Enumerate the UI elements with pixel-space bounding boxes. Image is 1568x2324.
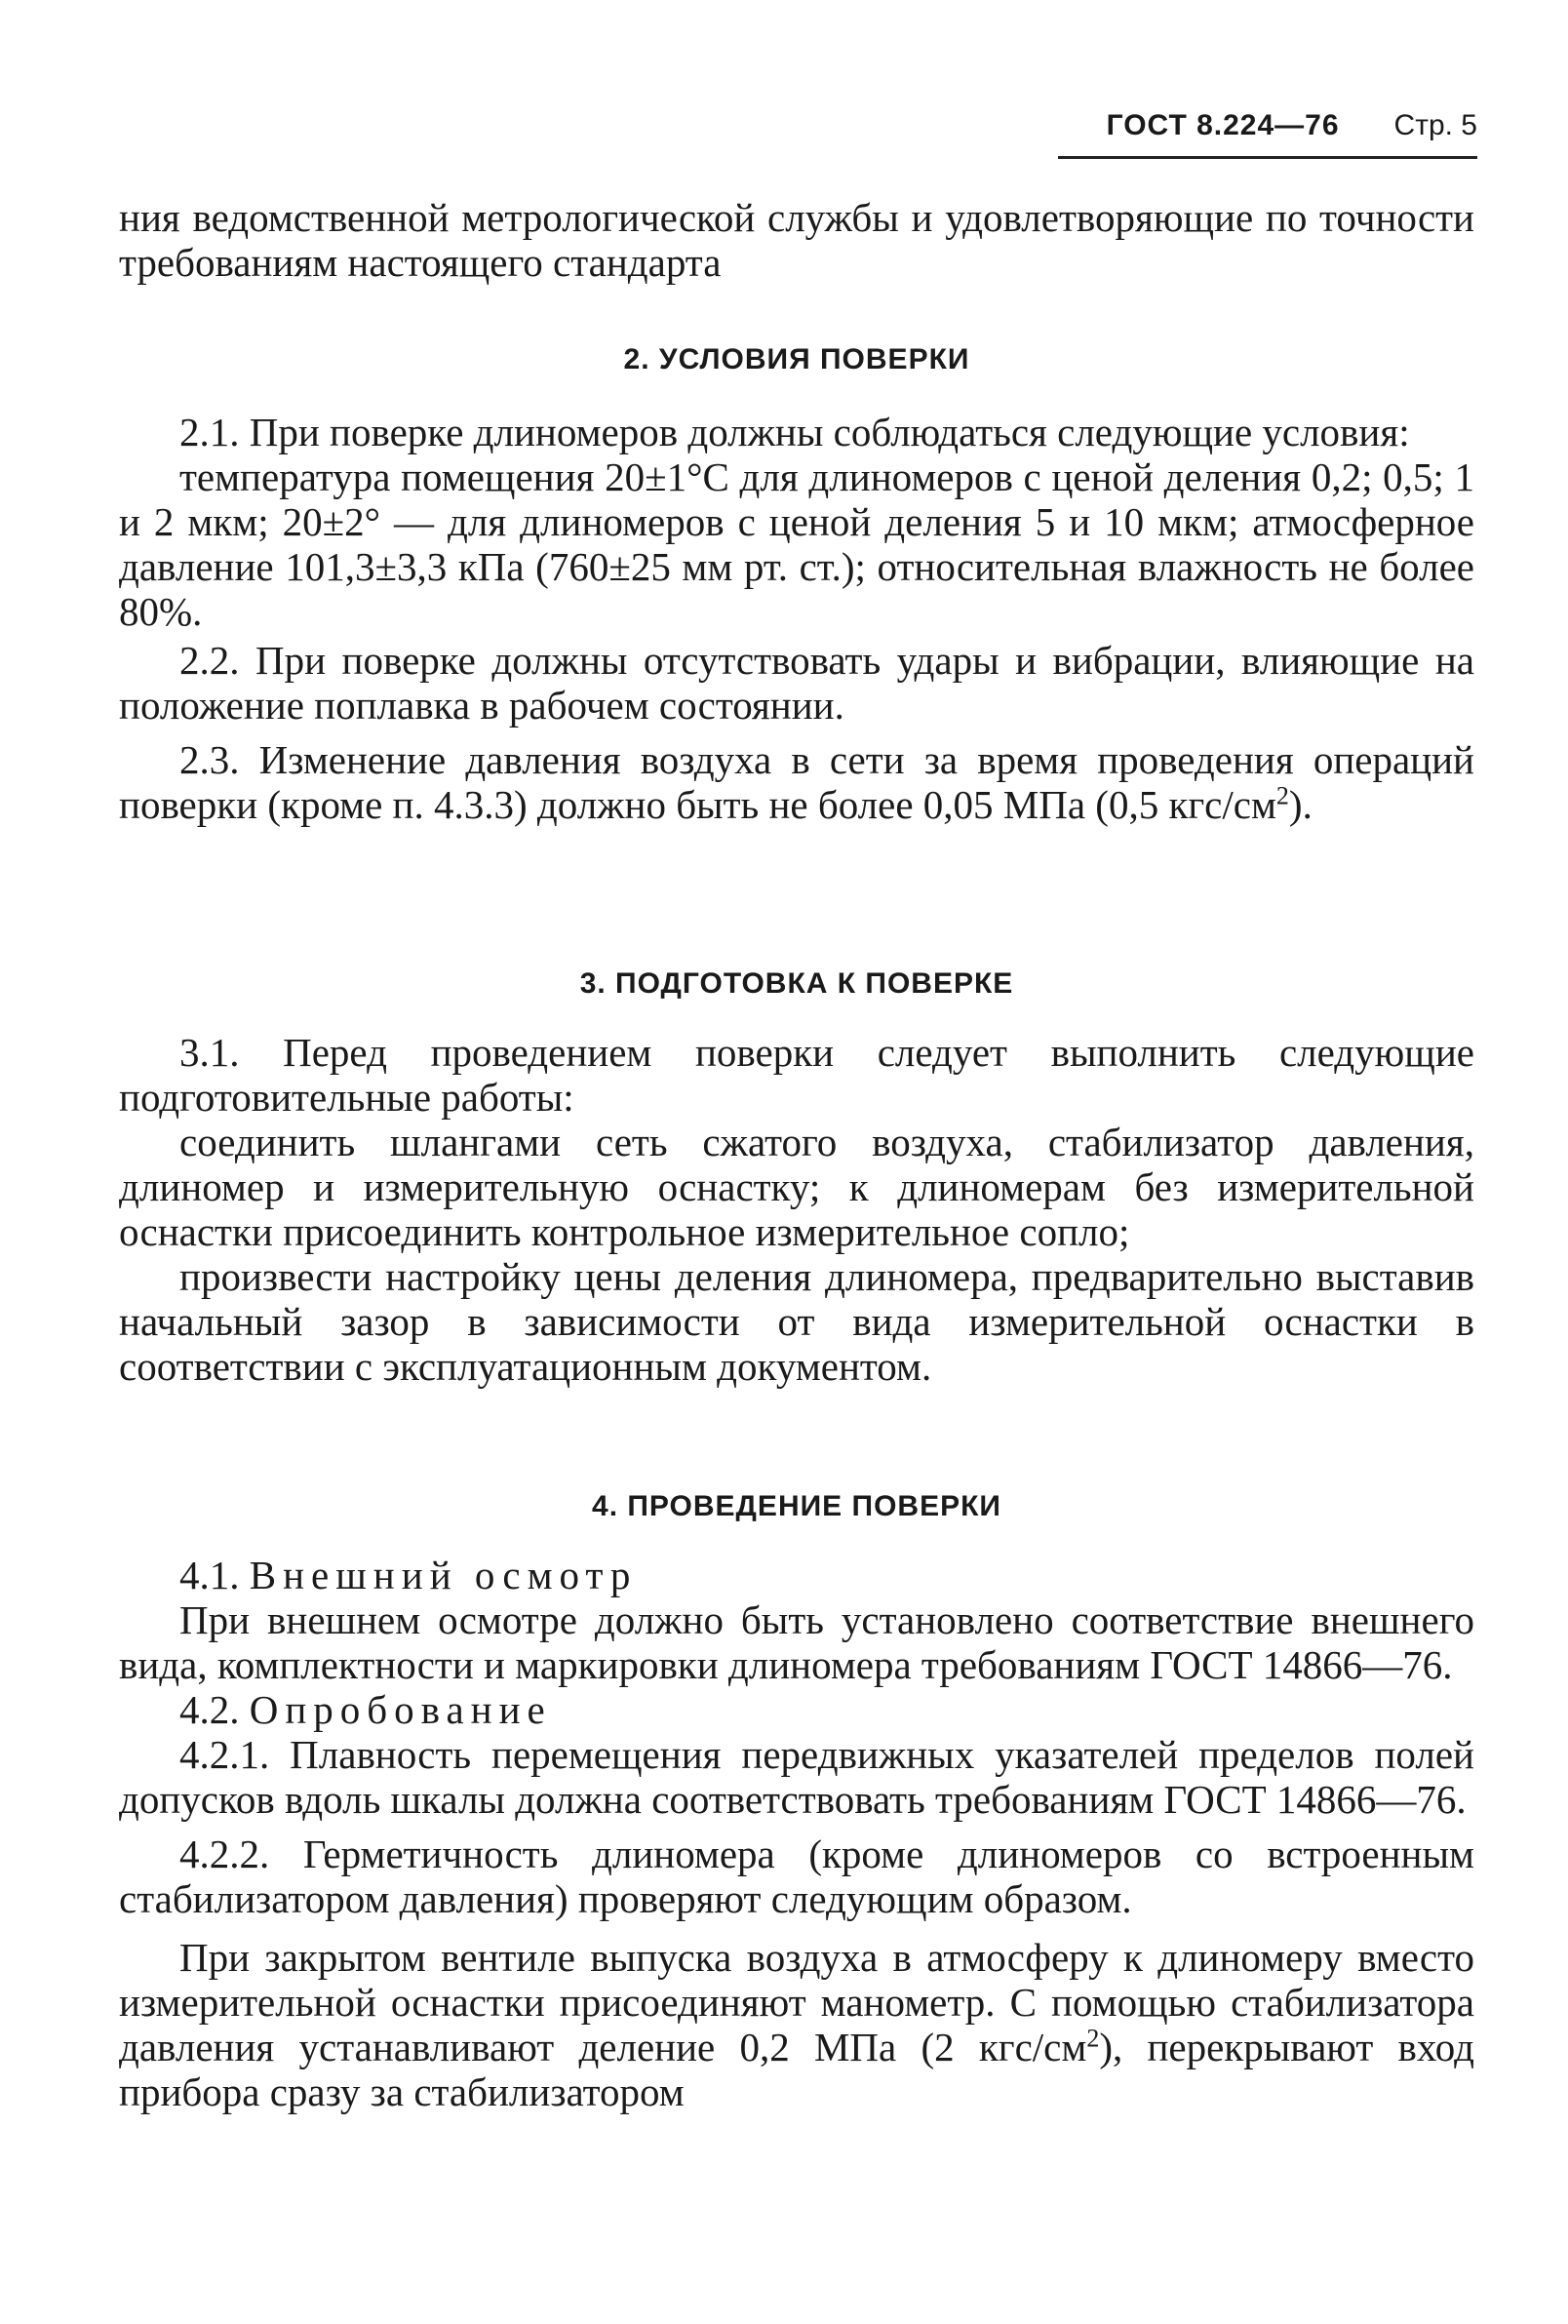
paragraph-4-2-2-procedure-text: При закрытом вентиле выпуска воздуха в атмосферу к длиномеру вместо измерительной оснастки присоединяют манометр. С помощью стабилизатора давления устанавливают деление 0,2 МПа (2 кгс/см xyxy=(119,1935,1474,2069)
section-3-body xyxy=(119,1030,1474,1389)
page-number: Стр. 5 xyxy=(1393,109,1477,141)
paragraph-4-2-2-procedure-end: ), перекрывают вход прибора сразу за стабилизатором xyxy=(119,2025,1474,2114)
paragraph-4-2-2-procedure xyxy=(119,1935,1474,2114)
paragraph-2-1: 2.1. При поверке длиномеров должны соблюдаться следующие условия: xyxy=(179,410,1410,454)
intro-paragraph: ния ведомственной метрологической службы и удовлетворяющие по точности требованиям настоящего стандарта xyxy=(119,195,1474,285)
section-4-body xyxy=(119,1553,1474,2114)
section-2-body xyxy=(119,410,1474,827)
paragraph-4-1-title: Внешний осмотр xyxy=(249,1553,638,1597)
section-3-title: 3. ПОДГОТОВКА К ПОВЕРКЕ xyxy=(579,967,1014,1000)
paragraph-4-1-text: При внешнем осмотре должно быть установлено соответствие внешнего вида, комплектности и маркировки длиномера требованиям ГОСТ 14866—76. xyxy=(119,1597,1474,1687)
intro-text xyxy=(119,195,1474,285)
paragraph-4-2-2: 4.2.2. Герметичность длиномера (кроме длиномеров со встроенным стабилизатором давления) проверяют следующим образом. xyxy=(119,1832,1474,1921)
paragraph-4-2-number: 4.2. xyxy=(179,1687,240,1732)
paragraph-4-2-heading xyxy=(119,1687,1474,1732)
paragraph-4-2-title: Опробование xyxy=(249,1687,552,1732)
paragraph-3-1: 3.1. Перед проведением поверки следует выполнить следующие подготовительные работы: xyxy=(119,1030,1474,1120)
paragraph-2-3-text: 2.3. Изменение давления воздуха в сети за время проведения операций поверки (кроме п. 4.3.3) должно быть не более 0,05 МПа (0,5 кгс/см xyxy=(119,737,1474,827)
paragraph-3-1-connect: соединить шлангами сеть сжатого воздуха, стабилизатор давления, длиномер и измерительную оснастку; к длиномерам без измерительной оснастки присоединить контрольное измерительное сопло; xyxy=(119,1120,1474,1254)
paragraph-2-1-conditions: температура помещения 20±1°С для длиномеров с ценой деления 0,2; 0,5; 1 и 2 мкм; 20±2° — для длиномеров с ценой деления 5 и 10 мкм; атмосферное давление 101,3±3,3 кПа (760±25 мм рт. ст.); относительная влажность не более 80%. xyxy=(119,454,1474,634)
paragraph-2-3-end: ). xyxy=(1288,782,1313,827)
document-code: ГОСТ 8.224—76 xyxy=(1106,109,1340,141)
paragraph-2-3-superscript: 2 xyxy=(1275,781,1289,810)
paragraph-4-1-number: 4.1. xyxy=(179,1553,240,1597)
paragraph-2-3 xyxy=(119,737,1474,827)
paragraph-4-2-2-superscript: 2 xyxy=(1086,2024,1100,2053)
paragraph-2-2: 2.2. При поверке должны отсутствовать удары и вибрации, влияющие на положение поплавка в рабочем состоянии. xyxy=(119,638,1474,728)
paragraph-3-1-adjust: произвести настройку цены деления длиномера, предварительно выставив начальный зазор в зависимости от вида измерительной оснастки в соответствии с эксплуатационным документом. xyxy=(119,1254,1474,1389)
paragraph-4-1-heading xyxy=(119,1553,1474,1597)
section-2-title: 2. УСЛОВИЯ ПОВЕРКИ xyxy=(623,343,970,375)
paragraph-4-2-1: 4.2.1. Плавность перемещения передвижных указателей пределов полей допусков вдоль шкалы должна соответствовать требованиям ГОСТ 14866—76. xyxy=(119,1732,1474,1822)
section-4-title: 4. ПРОВЕДЕНИЕ ПОВЕРКИ xyxy=(592,1490,1001,1522)
page-header xyxy=(1058,109,1477,159)
